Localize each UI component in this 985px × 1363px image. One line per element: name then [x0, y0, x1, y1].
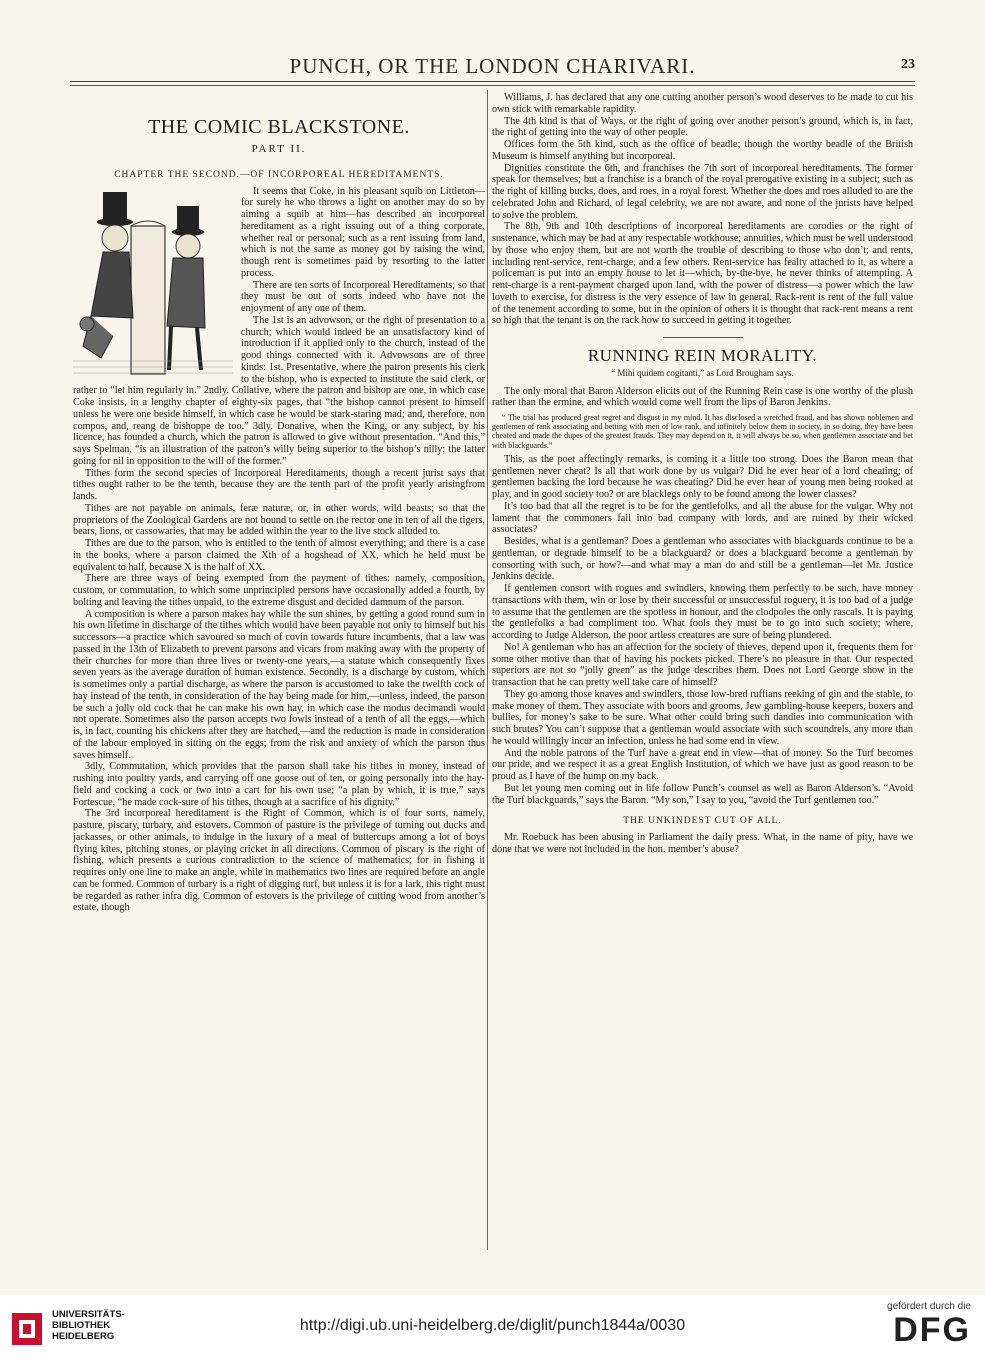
paragraph: A composition is where a parson makes hay while the sun shines, by getting a good round sum in his own lifetime in discharge of the tithes which would have been payable not only to himself but his successors—a practice which savoured so much of covin towards future incumbents, that a law was passed in the 13th of Elizabeth to prevent parsons and vicars from making away with the property of their churches for more than three lives or twenty-one years,—a statute which consequently fixes seven years as the average duration of human existence. Secondly, is a discharge by custom, which is sometimes only a partial discharge, as where the parson is accustomed to take the twelfth cock of hay instead of the tenth, in consideration of the hay being made for him,—unless, indeed, the parson be such a jolly old cock that he can make his own hay, in which case the modus decimandi would not operate. Sometimes also the parson accepts two fowls instead of a tenth of all the eggs,—which is, in fact, counting his chickens after they are hatched,—and the reduction is made in consideration of the labour employed in sitting on the eggs; from the risk and anxiety of which the parson thus saves himself.	[73, 608, 485, 761]
paragraph: The only moral that Baron Alderson elicits out of the Running Rein case is one worthy of the plush rather than the ermine, and which would come well from the lips of Baron Jenkins.	[492, 385, 913, 409]
section-rule	[663, 337, 743, 338]
paragraph: Tithes are not payable on animals, feræ naturæ, or, in other words, wild beasts; so that the proprietors of the Zoological Gardens are not bound to settle on the rector one in ten of all the tigers, bears, lions, or cassowaries, that may be added within the year to the live stock alluded to.	[73, 502, 485, 538]
paragraph: 3dly, Commutation, which provides that the parson shall take his tithes in money, instead of rushing into poultry yards, and carrying off one goose out of ten, or going personally into the hay-field and cocking a cock or two into a cart for his own use; “a plan by which, it is true,” says Fortescue, “he made cock-sure of his tithes, though at a sacrifice of his dignity.”	[73, 761, 485, 808]
paragraph: Tithes form the second species of Incorporeal Hereditaments, though a recent jurist says that tithes ought rather to be the tenth, because they are the tenth part of the profit yearly arisingfrom lands.	[73, 467, 485, 502]
article2-intro	[492, 386, 913, 410]
paragraph: It seems that Coke, in his pleasant squib on Littleton—for surely he who throws a light on another may do so by aiming a squib at him—has described an incorporeal hereditament as a right issuing out of a thing corporate, whether real or personal; such as a rent issuing from land, which is not the same as money got by raising the wind, though rent is sometimes paid by resorting to the latter process.	[241, 185, 485, 279]
funding-text: gefördert durch die	[887, 1301, 971, 1312]
quoted-footnote: “ The trial has produced great regret and disgust in my mind. It has disclosed a wretched fraud, and has shown noblemen and gentlemen of rank associating and betting with men of low rank, and infinitely below them in society, in so doing, they have been cheated and made the dupes of the greatest frauds. They may depend on it, it will always be so, when gentlemen associate and bet with blackguards.”	[492, 413, 913, 450]
paragraph: The 3rd incorporeal hereditament is the Right of Common, which is of four sorts, namely, pasture, piscary, turbary, and estovers. Common of pasture is the privilege of turning out ducks and jackasses, or other animals, to indulge in the luxury of a meal of buttercups among a lot of boys flying kites, pitching stones, or playing cricket in all directions. Common of piscary is the right of fishing, which presents a curious contradiction to the science of mathematics; for in fishing it requires only one line to make an angle, while in mathematics two lines are required before an angle can be formed. Common of turbary is a right of digging turf, but unless it is for a lark, this right must be regarded as rather infra dig. Common of estovers is the privilege of cutting wood from another’s estate, though	[73, 808, 485, 914]
chapter-heading: CHAPTER THE SECOND.—OF INCORPOREAL HEREDITAMENTS.	[114, 169, 444, 180]
paragraph: If gentlemen consort with rogues and swindlers, knowing them perfectly to be such, have money transactions with them, win or lose by their successful or unsuccessful roguery, it is too bad of a judge to assume that the gentlemen are the spotless in honour, and the clodpoles the only rascals. It is paying the gentlefolks a bad compliment too. What fools they must be to go into such society; where, according to Judge Alderson, the poor artless creatures are sure of being plundered.	[492, 583, 913, 642]
epigraph: “ Mihi quidem cogitanti,” as Lord Brougham says.	[611, 367, 794, 378]
paragraph: But let young men coming out in life follow Punch’s counsel as well as Baron Alderson’s. “Avoid the Turf blackguards,” says the Baron. “My son,” I say to you, “avoid the Turf gentlemen too.”	[492, 782, 913, 806]
paragraph: Offices form the 5th kind, such as the office of beadle; though the worthy beadle of the British Museum is himself anything but incorporeal.	[492, 139, 913, 162]
left-column	[73, 92, 485, 914]
paragraph: The 4th kind is that of Ways, or the right of going over another person’s ground, which is, in fact, the right of getting into the way of other people.	[492, 115, 913, 139]
page-header	[70, 54, 915, 82]
paragraph: The 1st is an advowson, or the right of presentation to a church; which would indeed be an unsatisfactory kind of introduction if it applied only to the church, instead of the good things connected with it. Advowsons are of three kinds: 1st. Presentative, where the patron presents his clerk to the bishop, who is expected to institute the said clerk, or rather to “let him regularly in.” 2ndly. Collative, where the patron and bishop are one, in which case Coke insists, in a lengthy chapter of eighty-six pages, that “the bishop cannot present to himself unless he were one beside himself, in which case he would be stark-staring mad; and, therefore, non compos, and, reang de bishoppe de too.” 3dly. Donative, when the King, or any subject, by his licence, has founded a church, which the patron is allowed to give without presentation. “And this,” says Spelman, “is an illustration of the patron’s willy being superior to the bishop’s nilly; the latter going for nil in opposition to the will of the former.”	[73, 314, 485, 467]
article-title-unkindest-cut: THE UNKINDEST CUT OF ALL.	[623, 816, 782, 827]
paragraph: This, as the poet affectingly remarks, is coming it a little too strong. Does the Baron mean that gentlemen never cheat? Is all that work done by us vulgar? Did he ever hear of a lord cheating; of gentlemen backing the lord because he was cheating? Did he ever hear of young men being rooked at play, and in good society too? or are blacklegs only to be found among the lower classes?	[492, 453, 913, 501]
paragraph: Williams, J. has declared that any one cutting another person’s wood deserves to be made to cut his own stick with remarkable rapidity.	[492, 92, 913, 115]
library-name-line-3: HEIDELBERG	[52, 1331, 115, 1342]
paragraph: The 8th, 9th and 10th descriptions of incorporeal hereditaments are corodies or the right of sustenance, which may be had at any respectable workhouse; annuities, which must be well understood by those who enjoy them, but are not worth the trouble of describing to those who don’t; and rents, including rent-service, rent-charge, and a few others. Rent-service has fealty attached to it, as where a policeman is put into an empty house to let it—which, by-the-bye, he never thinks of attempting. A rent-charge is a rent-payment charged upon land, with the power of distress—a power which the law loveth to exercise, for distress is the very essence of law in general. Rack-rent is rent of the full value of the tenement according to some, but in the opinion of others it is thought that rack-rent means a rent so high that the tenant is on the rack how to succeed in getting it together.	[492, 221, 913, 327]
page-number: 23	[901, 57, 915, 72]
source-url-link[interactable]: http://digi.ub.uni-heidelberg.de/diglit/punch1844a/0030	[299, 1317, 686, 1334]
paragraph: They go among those knaves and swindlers, those low-bred ruffians reeking of gin and the stable, to make money of them. They associate with boors and grooms, Jew gambling-house keepers, boxers and bullies, for money’s sake to be sure. What other could bring such dandies into communication with such brutes? You can’t suppose that a gentleman would associate with such scoundrels, any more than he would willingly incur an infection, unless he had some end in view.	[492, 688, 913, 747]
paragraph: No! A gentleman who has an affection for the society of thieves, depend upon it, frequents them for some other motive than that of having his pockets picked. There’s no pleasure in that. Our respected superiors are not so “jolly green” as the judge describes them. Does not Lord George show in the transaction that he can pretty well take care of himself?	[492, 641, 913, 689]
library-name-line-1: UNIVERSITÄTS-	[52, 1309, 125, 1320]
paragraph: Dignities constitute the 6th, and franchises the 7th sort of incorporeal hereditaments. The former speak for themselves; but a franchise is a branch of the royal prerogative existing in a subject; such as the right of killing bucks, does, and roes, in a royal forest. Whether the does and roes alluded to are the celebrated John and Richard, of legal celebrity, we are not aware, and none of the jurists have helped to solve the problem.	[492, 162, 913, 221]
header-rule-thick	[70, 81, 915, 82]
paragraph: There are ten sorts of Incorporeal Hereditaments; so that they must be out of sorts indeed who have not the enjoyment of any one of them.	[241, 279, 485, 314]
digitization-footer	[0, 1295, 985, 1363]
article-title-comic-blackstone: THE COMIC BLACKSTONE.	[148, 116, 410, 138]
article-part: PART II.	[251, 143, 307, 155]
library-name-line-2: BIBLIOTHEK	[52, 1320, 111, 1331]
paragraph: And the noble patrons of the Turf have a great end in view—that of money. So the Turf becomes our pride, and we respect it as a great English Institution, of which we have just as good reason to be proud as I have of the hump on my back.	[492, 747, 913, 783]
paragraph: Tithes are due to the parson, who is entitled to the tenth of almost everything; and there is a case in the books, where a parson claimed the Xth of a hogshead of XX, which he held must be equivalent to half, because X is the half of XX.	[73, 538, 485, 573]
article-title-running-rein: RUNNING REIN MORALITY.	[587, 346, 818, 365]
dfg-logo-text: DFG	[893, 1311, 971, 1349]
right-column	[492, 92, 913, 856]
paragraph: Mr. Roebuck has been abusing in Parliament the daily press. What, in the name of pity, have we done that we were not included in the hon. member’s abuse?	[492, 832, 913, 855]
paragraph: Besides, what is a gentleman? Does a gentleman who associates with blackguards continue to be a gentleman, or degrade himself to be a blackguard? or does a blackguard become a gentleman by consorting with such, or how?—and what may a man do and still be a gentleman—let Mr. Justice Jenkins decide.	[492, 536, 913, 583]
header-rule-thin	[70, 85, 915, 86]
article2-body	[492, 454, 913, 807]
paragraph: There are three ways of being exempted from the payment of tithes: namely, composition, custom, or commutation, to which some unprincipled persons have occasionally added a fourth, by bolting and leaving the tithes unpaid, to the extreme disgust and decided damnum of the parson.	[73, 573, 485, 608]
masthead-title: PUNCH, OR THE LONDON CHARIVARI.	[289, 54, 696, 78]
continuation-body	[492, 92, 913, 327]
dfg-funding-logo	[841, 1301, 971, 1348]
paragraph: It’s too bad that all the regret is to be for the gentlefolks, and all the abuse for the vulgar. Why not lament that the commoners fall into bad company with lords, and are ruined by their wicked associates?	[492, 500, 913, 536]
column-divider	[487, 90, 488, 1250]
illustration-top-hat-figures	[73, 186, 233, 376]
engraving-illustration	[73, 186, 233, 376]
article3-body	[492, 832, 913, 856]
